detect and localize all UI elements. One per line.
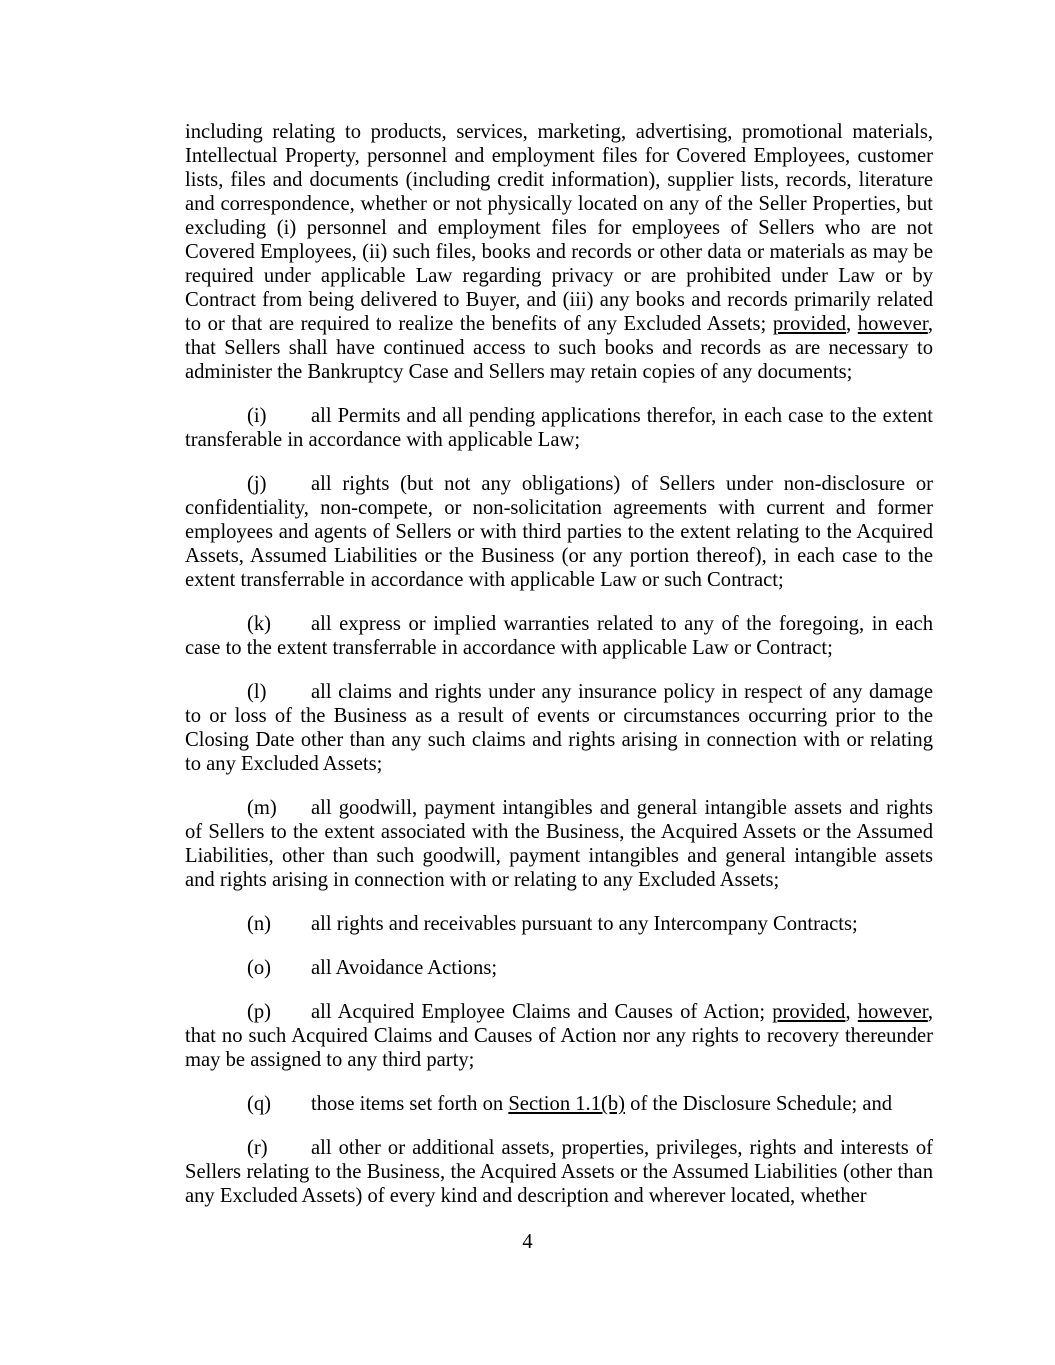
text-run: , that Sellers shall have continued access to such books and records as are necessary to administer the Bankruptcy Case and Sellers may retain copies of any documents; <box>185 313 934 383</box>
clause-label: (n) <box>247 913 272 935</box>
text-run: all claims and rights under any insurance policy in respect of any damage to or loss of the Business as a result of events or circumstances occurring prior to the Closing Date other than any such claims and rights arising in connection with or relating to any Excluded Assets; <box>185 681 933 775</box>
clause-n <box>185 912 933 936</box>
clause-label: (l) <box>247 681 267 703</box>
text-run: all Permits and all pending applications therefor, in each case to the extent transferable in accordance with applicable Law; <box>185 405 933 451</box>
underlined-text: however <box>857 1001 928 1023</box>
text-run: all rights (but not any obligations) of Sellers under non-disclosure or confidentiality, non-compete, or non-solicitation agreements with current and former employees and agents of Sellers or with third parties to the extent relating to the Acquired Assets, Assumed Liabilities or the Business (or any portion thereof), in each case to the extent transferrable in accordance with applicable Law or such Contract; <box>185 473 933 591</box>
clause-label: (j) <box>247 473 267 495</box>
clause-k <box>185 612 933 660</box>
document-body <box>185 120 933 1208</box>
text-run: all Avoidance Actions; <box>311 957 498 979</box>
text-run: including relating to products, services, marketing, advertising, promotional materials, Intellectual Property, personnel and employment files for Covered Employees, customer lists, files and documents (including credit information), supplier lists, records, literature and correspondence, whether or not physically located on any of the Seller Properties, but excluding (i) personnel and employment files for employees of Sellers who are not Covered Employees, (ii) such files, books and records or other data or materials as may be required under applicable Law regarding privacy or are prohibited under Law or by Contract from being delivered to Buyer, and (iii) any books and records primarily related to or that are required to realize the benefits of any Excluded Assets; <box>185 121 933 335</box>
clause-label: (i) <box>247 405 267 427</box>
clause-i <box>185 404 933 452</box>
text-run: all Acquired Employee Claims and Causes of Action; <box>311 1001 773 1023</box>
text-run: those items set forth on <box>311 1093 509 1115</box>
clause-m <box>185 796 933 892</box>
page-number: 4 <box>522 1231 533 1253</box>
underlined-text: however <box>857 313 928 335</box>
text-run: , <box>846 313 858 335</box>
text-run: , <box>845 1001 858 1023</box>
text-run: all express or implied warranties related to any of the foregoing, in each case to the extent transferrable in accordance with applicable Law or Contract; <box>185 613 933 659</box>
text-run: all rights and receivables pursuant to any Intercompany Contracts; <box>311 913 858 935</box>
underlined-text: provided <box>772 313 847 335</box>
clause-label: (o) <box>247 957 272 979</box>
clause-label: (p) <box>247 1001 272 1023</box>
clause-label: (r) <box>247 1137 268 1159</box>
clause-label: (k) <box>247 613 272 635</box>
underlined-text: provided <box>772 1001 846 1023</box>
clause-label: (q) <box>247 1093 272 1115</box>
text-run: all other or additional assets, properties, privileges, rights and interests of Sellers relating to the Business, the Acquired Assets or the Assumed Liabilities (other than any Excluded Assets) of every kind and description and wherever located, whether <box>185 1137 933 1207</box>
paragraph-continuation <box>185 120 933 384</box>
text-run: of the Disclosure Schedule; and <box>625 1093 893 1115</box>
clause-q <box>185 1092 933 1116</box>
clause-o <box>185 956 933 980</box>
clause-l <box>185 680 933 776</box>
text-run: all goodwill, payment intangibles and general intangible assets and rights of Sellers to the extent associated with the Business, the Acquired Assets or the Assumed Liabilities, other than such goodwill, payment intangibles and general intangible assets and rights arising in connection with or relating to any Excluded Assets; <box>185 797 933 891</box>
clause-p <box>185 1000 933 1072</box>
clause-r <box>185 1136 933 1208</box>
underlined-text: Section 1.1(b) <box>508 1093 626 1115</box>
clause-j <box>185 472 933 592</box>
clause-label: (m) <box>247 797 277 819</box>
text-run: , that no such Acquired Claims and Causes of Action nor any rights to recovery thereunder may be assigned to any third party; <box>185 1001 933 1071</box>
